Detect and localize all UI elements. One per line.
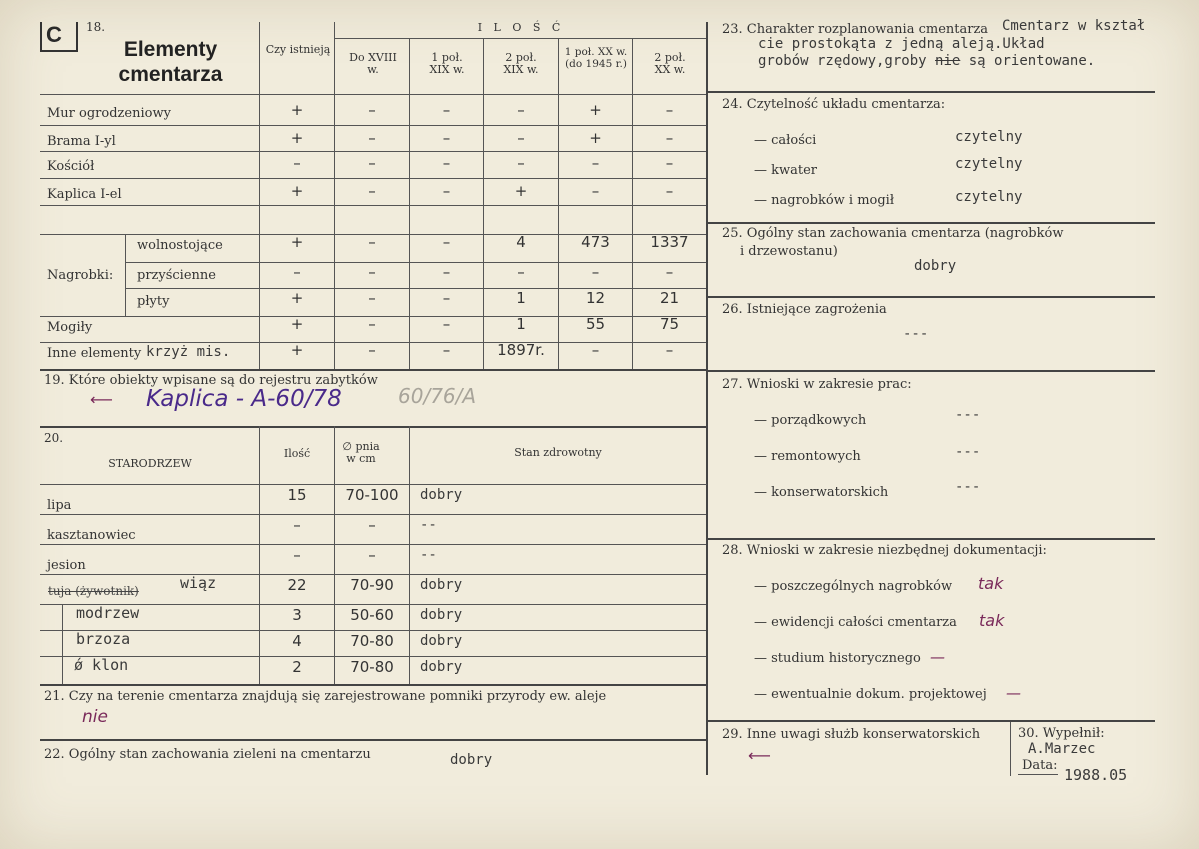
element-cell: –: [591, 263, 600, 281]
element-cell: –: [665, 101, 674, 119]
element-label: Kościół: [47, 159, 95, 174]
element-cell: –: [368, 233, 376, 251]
element-cell: 12: [585, 289, 606, 307]
q30-date-label: Data:: [1022, 758, 1058, 773]
grid-line: [40, 544, 706, 545]
section-line: [707, 720, 1155, 722]
q27-value-1: ---: [955, 407, 981, 423]
period-2: 1 poł. XIX w.: [429, 51, 465, 76]
tree-count: 22: [287, 576, 307, 594]
q28-hand-1: tak: [978, 574, 1004, 593]
element-cell: –: [442, 315, 451, 333]
q27-label: 27. Wnioski w zakresie prac:: [722, 377, 912, 392]
grid-line: [40, 178, 706, 179]
col-exists-header: Czy istnieją: [265, 43, 331, 56]
tree-health: dobry: [420, 577, 463, 593]
element-cell: –: [442, 289, 451, 307]
element-cell: –: [368, 315, 376, 333]
q28-hand-2: tak: [979, 611, 1005, 630]
element-cell: –: [368, 263, 376, 281]
element-cell: –: [591, 154, 600, 172]
tree-health: --: [420, 517, 437, 533]
tree-name: modrzew: [76, 604, 140, 622]
section-line: [707, 296, 1155, 298]
element-cell: –: [517, 101, 525, 119]
grid-line: [40, 514, 706, 515]
tree-diameter: 50-60: [350, 606, 394, 624]
period-5: 2 poł. XX w.: [654, 51, 686, 76]
section-line: [707, 370, 1155, 372]
tree-count: 3: [292, 606, 302, 624]
element-cell: –: [591, 341, 600, 359]
element-cell: +: [290, 129, 304, 147]
tree-health: --: [420, 547, 437, 563]
q29-label: 29. Inne uwagi służb konserwatorskich: [722, 727, 981, 742]
q27-value-3: ---: [955, 479, 981, 495]
grid-line: [40, 205, 706, 206]
tree-count: 2: [292, 658, 302, 676]
element-cell: –: [442, 341, 451, 359]
element-cell: –: [517, 263, 525, 281]
tree-diameter: –: [368, 546, 376, 564]
element-label: Brama I-yl: [47, 134, 116, 149]
element-cell: –: [368, 289, 376, 307]
section-line: [40, 426, 707, 428]
q27-item-3: — konserwatorskich: [754, 485, 889, 500]
q24-value-2: czytelny: [955, 156, 1023, 172]
q23-line1: Cmentarz w kształ: [1002, 18, 1146, 34]
element-cell: –: [665, 263, 674, 281]
q25-label-1: 25. Ogólny stan zachowania cmentarza (nagrobków: [722, 226, 1064, 241]
q28-item-2: — ewidencji całości cmentarza: [754, 615, 957, 630]
grid-line: [40, 125, 706, 126]
element-cell: –: [442, 129, 451, 147]
center-divider: [706, 22, 708, 775]
element-cell: 55: [585, 315, 606, 333]
q26-label: 26. Istniejące zagrożenia: [722, 302, 887, 317]
element-label: Inne elementy: [47, 346, 142, 361]
element-cell: –: [368, 182, 376, 200]
q20-col-ilosc: Ilość: [283, 447, 311, 460]
element-cell: 1: [516, 315, 526, 333]
tree-health: dobry: [420, 487, 463, 503]
element-cell: –: [293, 263, 301, 281]
element-label: Mogiły: [47, 320, 93, 335]
tree-count: –: [293, 516, 301, 534]
section-line: [707, 222, 1155, 224]
q22-value: dobry: [450, 752, 493, 768]
q30-name: A.Marzec: [1028, 741, 1096, 757]
section-letter: C: [46, 22, 62, 47]
section-line: [40, 739, 707, 741]
grid-line: [40, 151, 706, 152]
tree-diameter: –: [368, 516, 376, 534]
q28-item-3: — studium historycznego: [754, 651, 921, 666]
q27-item-2: — remontowych: [754, 449, 861, 464]
q19-handwriting: Kaplica - A-60/78: [146, 386, 342, 412]
element-label: płyty: [137, 294, 170, 309]
element-cell: +: [290, 289, 304, 307]
q24-value-1: czytelny: [955, 129, 1023, 145]
section-line: [707, 538, 1155, 540]
element-cell: –: [442, 154, 451, 172]
section-line: [40, 684, 707, 686]
q24-value-3: czytelny: [955, 189, 1023, 205]
tree-health: dobry: [420, 607, 463, 623]
element-label: Kaplica I-el: [47, 187, 122, 202]
q29-handwriting: ⟵: [748, 746, 771, 765]
element-cell: –: [591, 182, 600, 200]
nagrobki-label: Nagrobki:: [47, 268, 114, 283]
tree-name: wiąz: [180, 574, 217, 592]
tree-count: 4: [292, 632, 302, 650]
tree-count: –: [293, 546, 301, 564]
period-3: 2 poł. XIX w.: [503, 51, 539, 76]
element-cell: 21: [659, 289, 680, 307]
tree-diameter: 70-80: [350, 658, 394, 676]
q30-label: 30. Wypełnił:: [1018, 726, 1105, 741]
q20-col-pnia: ∅ pnia w cm: [342, 440, 380, 465]
q28-label: 28. Wnioski w zakresie niezbędnej dokumentacji:: [722, 543, 1047, 558]
element-cell: –: [293, 154, 301, 172]
element-cell: +: [290, 233, 304, 251]
grid-line: [40, 630, 706, 631]
tree-diameter: 70-90: [350, 576, 394, 594]
element-cell: –: [665, 182, 674, 200]
grid-line: [62, 604, 63, 684]
element-cell: +: [589, 101, 602, 119]
element-cell: +: [290, 315, 304, 333]
q28-hand-4: —: [1006, 684, 1021, 702]
nagrobki-divider: [125, 234, 126, 316]
q21-handwriting: nie: [82, 707, 108, 727]
q23-line2: cie prostokąta z jedną aleją.Układ: [758, 36, 1045, 52]
element-cell: 4: [516, 233, 526, 251]
q20-title: STARODRZEW: [108, 457, 192, 470]
tree-name: brzoza: [76, 630, 131, 648]
section-title: Elementy cmentarza: [118, 38, 223, 86]
q22-label: 22. Ogólny stan zachowania zieleni na cmentarzu: [44, 747, 371, 762]
q27-value-2: ---: [955, 444, 981, 460]
q28-item-4: — ewentualnie dokum. projektowej: [754, 687, 987, 702]
element-cell: –: [442, 263, 451, 281]
element-cell: –: [368, 154, 376, 172]
date-underline: [1018, 774, 1058, 775]
element-cell: –: [517, 129, 525, 147]
q19-dash: ⟵: [90, 390, 113, 409]
q26-value: ---: [903, 326, 929, 342]
element-cell: –: [665, 341, 674, 359]
element-label: przyścienne: [137, 268, 216, 283]
grid-line: [334, 38, 706, 39]
q23-label: 23. Charakter rozplanowania cmentarza: [722, 22, 989, 37]
tree-health: dobry: [420, 633, 463, 649]
grid-line: [40, 484, 707, 485]
grid-line: [40, 574, 706, 575]
section-line: [707, 91, 1155, 93]
element-cell: 1337: [650, 233, 689, 251]
tree-name: jesion: [47, 558, 86, 573]
grid-line: [40, 94, 706, 95]
element-cell: –: [442, 233, 451, 251]
tree-diameter: 70-100: [345, 486, 399, 504]
period-1: Do XVIII w.: [349, 51, 397, 76]
period-4: 1 poł. XX w. (do 1945 r.): [564, 46, 628, 70]
section-line: [40, 369, 707, 371]
element-cell: 1: [516, 289, 526, 307]
q28-hand-3: —: [930, 648, 945, 666]
element-cell: 1897r.: [497, 341, 545, 359]
q20-number: 20.: [44, 431, 64, 445]
element-cell: +: [589, 129, 602, 147]
q27-item-1: — porządkowych: [754, 413, 867, 428]
element-cell: –: [665, 154, 674, 172]
q28-item-1: — poszczególnych nagrobków: [754, 579, 953, 594]
grid-line: [1010, 722, 1011, 776]
element-label: Mur ogrodzeniowy: [47, 106, 171, 121]
q25-value: dobry: [914, 258, 957, 274]
q23-line3: grobów rzędowy,groby nie są orientowane.: [758, 53, 1096, 69]
element-cell: 473: [581, 233, 610, 251]
q19-pencil: 60/76/A: [398, 384, 477, 408]
element-cell: +: [514, 182, 528, 200]
tree-count: 15: [287, 486, 307, 504]
element-cell: –: [517, 154, 525, 172]
element-cell: –: [442, 182, 451, 200]
grid-line: [40, 656, 706, 657]
inne-elementy-value: krzyż mis.: [146, 344, 231, 360]
element-cell: –: [368, 341, 376, 359]
q24-label: 24. Czytelność układu cmentarza:: [722, 97, 946, 112]
q25-label-2: i drzewostanu): [740, 244, 838, 259]
struck-text: tuja (żywotnik): [48, 584, 139, 598]
q24-item-2: — kwater: [754, 163, 818, 178]
element-cell: 75: [659, 315, 680, 333]
element-cell: +: [290, 182, 304, 200]
tree-health: dobry: [420, 659, 463, 675]
element-cell: –: [442, 101, 451, 119]
q30-date: 1988.05: [1064, 766, 1128, 784]
element-label: wolnostojące: [137, 238, 223, 253]
grid-line: [40, 604, 706, 605]
q21-label: 21. Czy na terenie cmentarza znajdują się zarejestrowane pomniki przyrody ew. aleje: [44, 689, 607, 704]
q24-item-3: — nagrobków i mogił: [754, 193, 895, 208]
element-cell: –: [368, 101, 376, 119]
tree-name: ǿ klon: [74, 656, 129, 674]
grid-line: [409, 426, 410, 684]
element-cell: –: [665, 129, 674, 147]
q19-label: 19. Które obiekty wpisane są do rejestru zabytków: [44, 373, 378, 388]
tree-name: lipa: [47, 498, 72, 513]
q24-item-1: — całości: [754, 133, 817, 148]
section-number: 18.: [86, 20, 106, 34]
q20-col-stan: Stan zdrowotny: [514, 446, 602, 459]
element-cell: –: [368, 129, 376, 147]
element-cell: +: [290, 341, 304, 359]
ilosc-header: I L O Ś Ć: [477, 21, 565, 34]
element-cell: +: [290, 101, 304, 119]
tree-diameter: 70-80: [350, 632, 394, 650]
tree-name: kasztanowiec: [47, 528, 136, 543]
